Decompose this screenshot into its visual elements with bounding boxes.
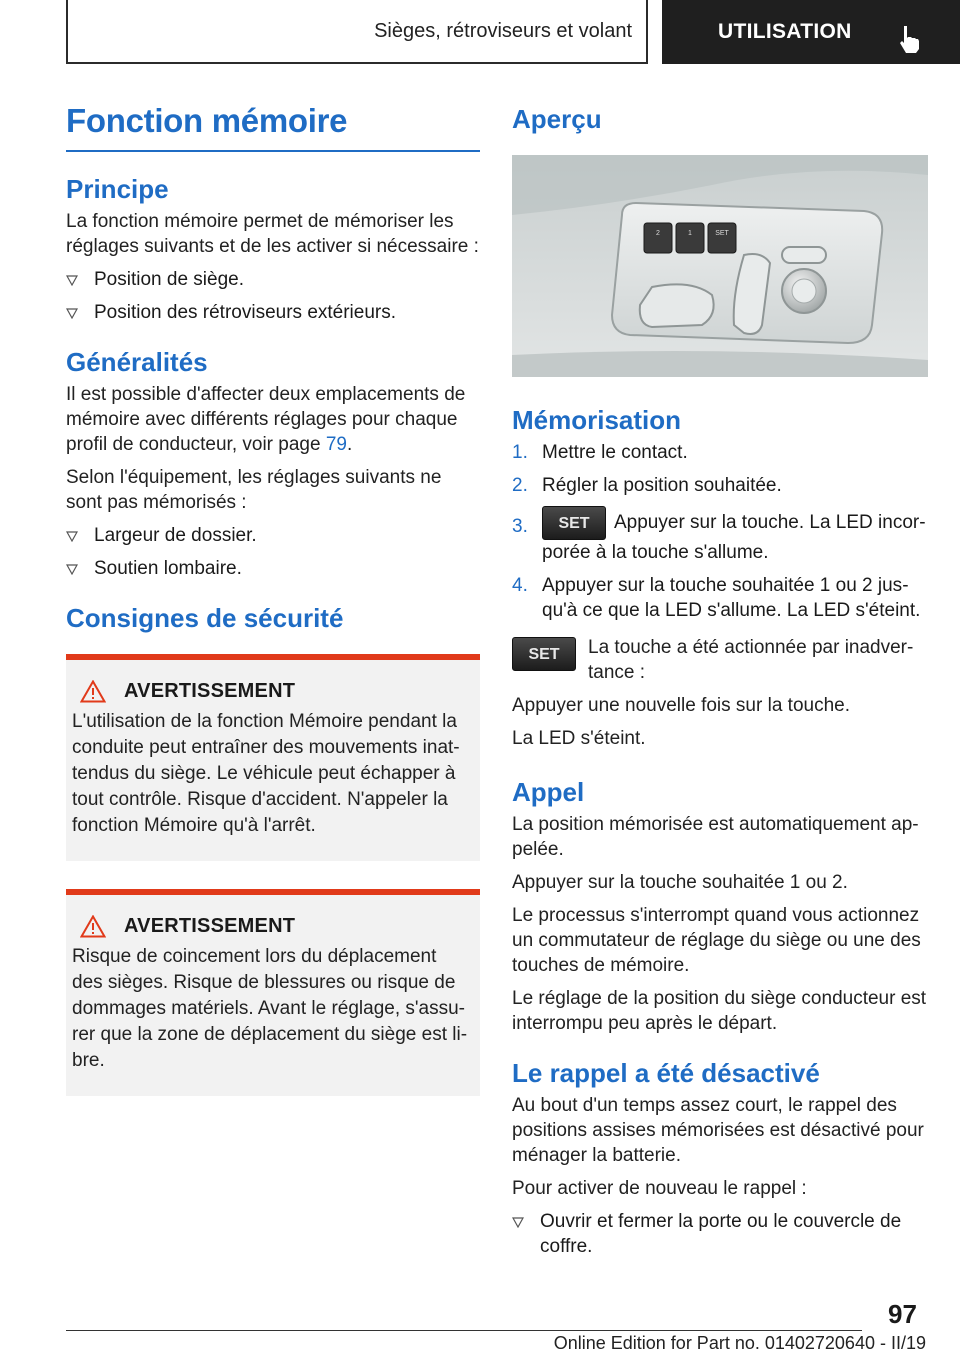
- step-number: 4.: [512, 575, 528, 596]
- appel-text-2: Appuyer sur la touche souhaitée 1 ou 2.: [512, 872, 848, 893]
- triangle-bullet-icon: [512, 1216, 524, 1228]
- warning-box: [66, 654, 480, 861]
- warning-label: AVERTISSEMENT: [124, 680, 296, 702]
- memorisation-after-2: La LED s'éteint.: [512, 728, 646, 749]
- footer-divider: [66, 1330, 862, 1331]
- memorisation-steps: [512, 440, 928, 623]
- step-item: [512, 573, 928, 623]
- triangle-bullet-icon: [66, 530, 78, 542]
- heading-generalites: Généralités: [66, 347, 208, 377]
- step-number: 2.: [512, 475, 528, 496]
- heading-apercu: Aperçu: [512, 104, 602, 134]
- right-column: [512, 92, 928, 1267]
- list-item-text: Position des rétroviseurs extérieurs.: [94, 302, 397, 323]
- memory-button-1-label: 1: [688, 230, 692, 237]
- list-item: [66, 556, 480, 581]
- warning-header: [72, 680, 470, 703]
- left-column: [66, 92, 480, 1096]
- memory-button-2-label: 2: [656, 230, 660, 237]
- step-item: [512, 473, 928, 498]
- list-item: [512, 1209, 928, 1259]
- warning-triangle-icon: [80, 915, 106, 938]
- section-title: Sièges, rétroviseurs et volant: [66, 0, 648, 64]
- heading-consignes: Consignes de sécurité: [66, 603, 344, 633]
- page-title: Fonction mémoire: [66, 92, 480, 152]
- heading-appel: Appel: [512, 777, 585, 807]
- chapter-label: UTILISATION: [718, 20, 852, 43]
- step-item: [512, 506, 928, 565]
- step-text: Appuyer sur la touche souhaitée 1 ou 2 jusqu'à ce que la LED s'allume. La LED s'éteint.: [542, 575, 921, 621]
- chapter-tab: [662, 0, 960, 64]
- warning-text: L'utilisation de la fonction Mémoire pendant la conduite peut entraîner des mouvements inattendus du siège. Le véhicule peut échapper à tout contrôle. Risque d'accident. N'appeler la fonction Mémoire qu'à l'arrêt.: [72, 711, 460, 836]
- triangle-bullet-icon: [66, 274, 78, 286]
- desactive-list: [512, 1209, 928, 1259]
- warning-label: AVERTISSEMENT: [124, 915, 296, 937]
- warning-box: [66, 889, 480, 1096]
- footer-edition: Online Edition for Part no. 01402720640 - II/19: [553, 1333, 926, 1353]
- generalites-text-start: Il est possible d'affecter deux emplacements de mémoire avec différents réglages pour chaque profil de conducteur, voir page: [66, 384, 466, 455]
- step-number: 1.: [512, 442, 528, 463]
- note-text: La touche a été actionnée par inadvertance :: [588, 637, 914, 683]
- set-button-icon: SET: [542, 506, 606, 540]
- generalites-text-2: Selon l'équipement, les réglages suivants ne sont pas mémorisés :: [66, 467, 442, 513]
- seat-controls-illustration: [512, 155, 928, 377]
- seat-controls-photo: [512, 155, 928, 377]
- memorisation-after-1: Appuyer une nouvelle fois sur la touche.: [512, 695, 850, 716]
- desactive-text-1: Au bout d'un temps assez court, le rappel des positions assises mémorisées est désactivé pour ménager la batterie.: [512, 1095, 924, 1166]
- desactive-text-2: Pour activer de nouveau le rappel :: [512, 1178, 807, 1199]
- list-item-text: Soutien lombaire.: [94, 558, 242, 579]
- list-item: [66, 267, 480, 292]
- step-text: Appuyer sur la touche. La LED incorporée à la touche s'allume.: [542, 512, 926, 563]
- inadvertent-note: [512, 635, 928, 685]
- triangle-bullet-icon: [66, 563, 78, 575]
- heading-principe: Principe: [66, 174, 169, 204]
- list-item-text: Largeur de dossier.: [94, 525, 257, 546]
- generalites-text: [66, 382, 480, 457]
- list-item: [66, 300, 480, 325]
- set-button-icon: SET: [512, 637, 576, 671]
- list-item-text: Ouvrir et fermer la porte ou le couvercle de coffre.: [540, 1211, 902, 1257]
- page-number: 97: [888, 1299, 917, 1329]
- principe-list: [66, 267, 480, 325]
- generalites-text-end: .: [346, 434, 353, 455]
- appel-text-1: La position mémorisée est automatiquement appelée.: [512, 814, 919, 860]
- page-reference-link[interactable]: 79: [325, 434, 347, 455]
- step-number: 3.: [512, 516, 528, 537]
- pointing-hand-icon: [896, 24, 922, 54]
- warning-header: [72, 915, 470, 938]
- list-item: [66, 523, 480, 548]
- warning-triangle-icon: [80, 680, 106, 703]
- generalites-list: [66, 523, 480, 581]
- heading-desactive: Le rappel a été désactivé: [512, 1058, 820, 1088]
- principe-text: La fonction mémoire permet de mémoriser les réglages suivants et de les activer si nécessaire :: [66, 211, 479, 257]
- step-item: [512, 440, 928, 465]
- page-header: [0, 0, 960, 66]
- appel-text-4: Le réglage de la position du siège conducteur est interrompu peu après le départ.: [512, 988, 927, 1034]
- heading-memorisation: Mémorisation: [512, 405, 682, 435]
- list-item-text: Position de siège.: [94, 269, 244, 290]
- triangle-bullet-icon: [66, 307, 78, 319]
- step-text: Mettre le contact.: [542, 442, 688, 463]
- step-text: Régler la position souhaitée.: [542, 475, 782, 496]
- set-button-label: SET: [715, 230, 729, 237]
- appel-text-3: Le processus s'interrompt quand vous actionnez un commutateur de réglage du siège ou une des touches de mémoire.: [512, 905, 921, 976]
- warning-text: Risque de coincement lors du déplacement des sièges. Risque de blessures ou risque de dommages matériels. Avant le réglage, s'assurer que la zone de déplacement du siège est libre.: [72, 946, 468, 1071]
